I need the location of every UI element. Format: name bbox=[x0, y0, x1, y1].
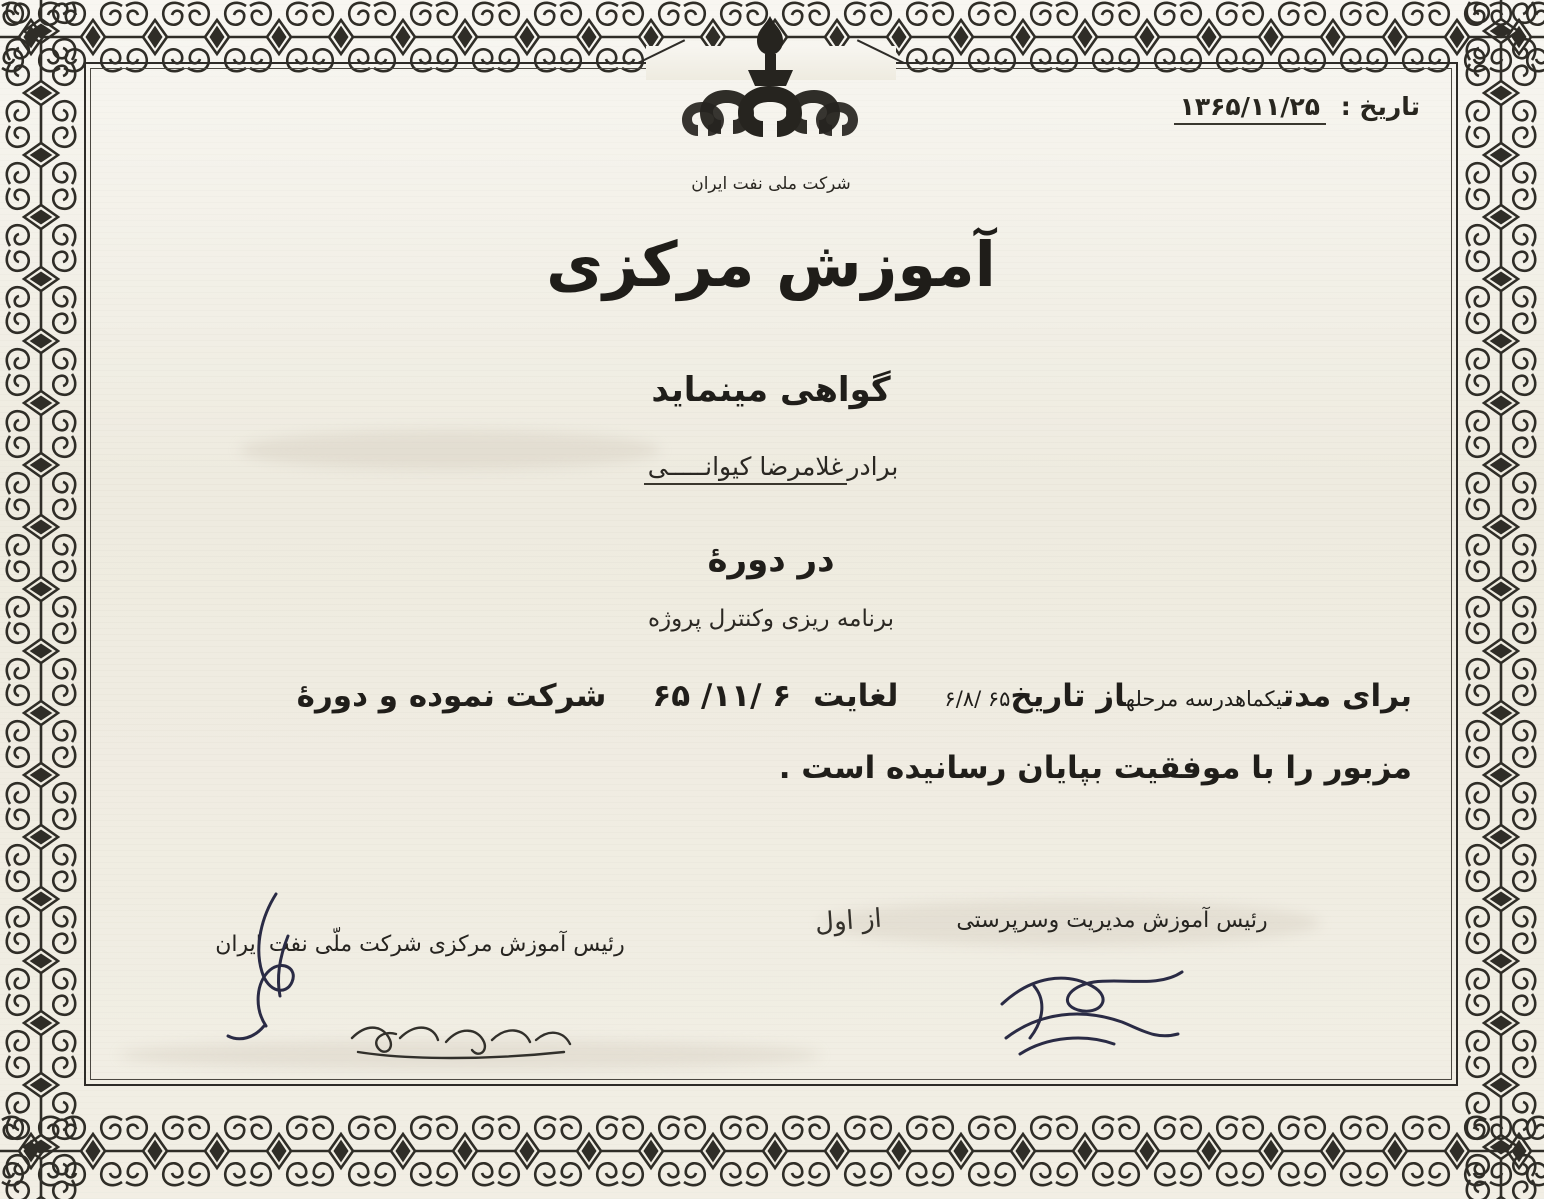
recipient-prefix: برادر bbox=[847, 452, 899, 481]
certificate-content bbox=[100, 70, 1442, 1076]
recipient-line bbox=[100, 452, 1442, 485]
issue-date bbox=[1174, 92, 1420, 121]
border-ornament-bottom bbox=[0, 1103, 1544, 1199]
course-label: در دورهٔ bbox=[707, 540, 835, 580]
stage-label: درسه مرحله bbox=[1125, 687, 1235, 711]
signature-right-title: رئیس آموزش مدیریت وسرپرستی bbox=[956, 908, 1268, 933]
signature-mark-right bbox=[982, 942, 1212, 1072]
course-name: برنامه ریزی وکنترل پروژه bbox=[648, 606, 894, 632]
closing-line: مزبور را با موفقیت بپایان رسانیده است . bbox=[778, 750, 1412, 786]
from-label: از تاریخ bbox=[1010, 678, 1126, 714]
duration-label: برای مدت bbox=[1282, 678, 1412, 714]
border-ornament-left bbox=[0, 0, 82, 1199]
handwritten-note: از اول bbox=[814, 903, 883, 939]
border-ornament-right bbox=[1458, 0, 1544, 1199]
niop-flame-logo-icon bbox=[641, 12, 901, 194]
participation-text: شرکت نموده و دورهٔ bbox=[296, 678, 607, 714]
certify-statement: گواهی مینماید bbox=[651, 370, 891, 410]
from-date: ۶۵ /۶/۸ bbox=[944, 687, 1011, 711]
signature-block-right bbox=[902, 908, 1322, 933]
signature-name-handwritten bbox=[338, 982, 588, 1072]
recipient-name: غلامرضا کیوانـــــی bbox=[644, 452, 848, 485]
logo-caption: شرکت ملی نفت ایران bbox=[691, 174, 851, 194]
issue-date-label: تاریخ : bbox=[1340, 92, 1420, 121]
to-date: ۶ /۱۱/ ۶۵ bbox=[652, 678, 792, 714]
duration-value: یکماه bbox=[1234, 687, 1283, 711]
signature-block-left bbox=[160, 932, 680, 957]
page-title: آموزش مرکزی bbox=[546, 228, 996, 301]
signature-left-title: رئیس آموزش مرکزی شرکت ملّی نفت ایران bbox=[215, 932, 625, 957]
duration-line bbox=[130, 678, 1412, 714]
signature-mark-left bbox=[170, 876, 370, 1076]
to-label: لغایت bbox=[813, 678, 899, 714]
issue-date-value: ۱۳۶۵/۱۱/۲۵ bbox=[1174, 92, 1326, 125]
